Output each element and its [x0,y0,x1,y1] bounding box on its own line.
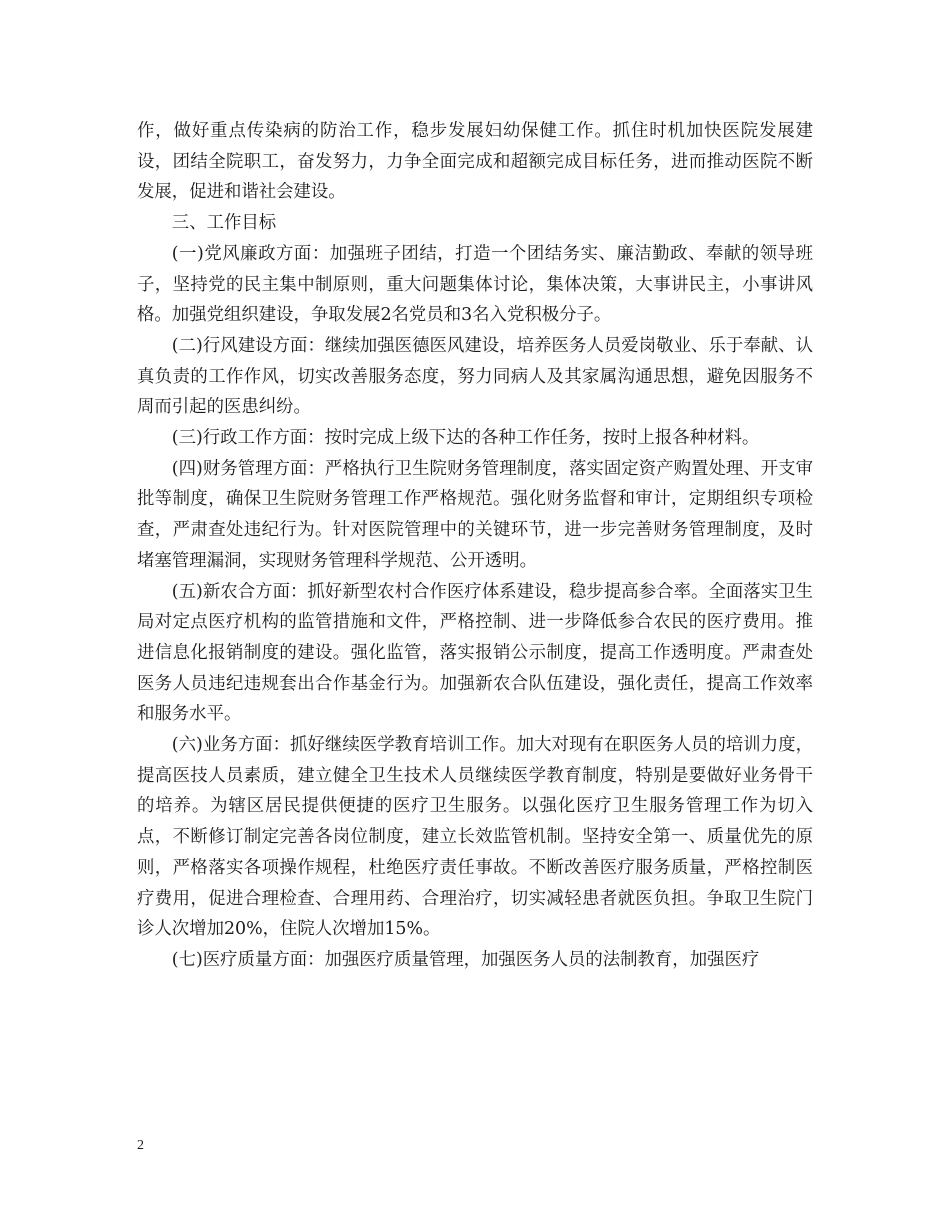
body-text [137,116,813,976]
paragraph-conduct: (二)行风建设方面：继续加强医德医风建设，培养医务人员爱岗敬业、乐于奉献、认真负责的工作作风，切实改善服务态度，努力同病人及其家属沟通思想，避免因服务不周而引起的医患纠纷。 [137,335,813,418]
paragraph-rural-cooperative: (五)新农合方面：抓好新型农村合作医疗体系建设，稳步提高参合率。全面落实卫生局对定点医疗机构的监管措施和文件，严格控制、进一步降低参合农民的医疗费用。推进信息化报销制度的建设。强化监管，落实报销公示制度，提高工作透明度。严肃查处医务人员违纪违规套出合作基金行为。加强新农合队伍建设，强化责任，提高工作效率和服务水平。 [137,581,813,725]
page-number: 2 [137,1138,144,1153]
paragraph-continuation: 作，做好重点传染病的防治工作，稳步发展妇幼保健工作。抓住时机加快医院发展建设，团结全院职工，奋发努力，力争全面完成和超额完成目标任务，进而推动医院不断发展，促进和谐社会建设。 [137,121,813,203]
section-heading-work-goals: 三、工作目标 [171,213,277,234]
paragraph-finance: (四)财务管理方面：严格执行卫生院财务管理制度，落实固定资产购置处理、开支审批等制度，确保卫生院财务管理工作严格规范。强化财务监督和审计，定期组织专项检查，严肃查处违纪行为。针对医院管理中的关键环节，进一步完善财务管理制度，及时堵塞管理漏洞，实现财务管理科学规范、公开透明。 [137,458,813,571]
paragraph-administration: (三)行政工作方面：按时完成上级下达的各种工作任务，按时上报各种材料。 [171,428,760,449]
paragraph-business: (六)业务方面：抓好继续医学教育培训工作。加大对现有在职医务人员的培训力度，提高医技人员素质，建立健全卫生技术人员继续医学教育制度，特别是要做好业务骨干的培养。为辖区居民提供便捷的医疗卫生服务。以强化医疗卫生服务管理工作为切入点，不断修订制定完善各岗位制度，建立长效监管机制。坚持安全第一、质量优先的原则，严格落实各项操作规程，杜绝医疗责任事故。不断改善医疗服务质量，严格控制医疗费用，促进合理检查、合理用药、合理治疗，切实减轻患者就医负担。争取卫生院门诊人次增加20%，住院人次增加15%。 [137,735,813,940]
paragraph-medical-quality: (七)医疗质量方面：加强医疗质量管理，加强医务人员的法制教育，加强医疗 [171,949,760,970]
paragraph-party-integrity: (一)党风廉政方面：加强班子团结，打造一个团结务实、廉洁勤政、奉献的领导班子，坚持党的民主集中制原则，重大问题集体讨论，集体决策，大事讲民主，小事讲风格。加强党组织建设，争取发展2名党员和3名入党积极分子。 [137,243,813,326]
